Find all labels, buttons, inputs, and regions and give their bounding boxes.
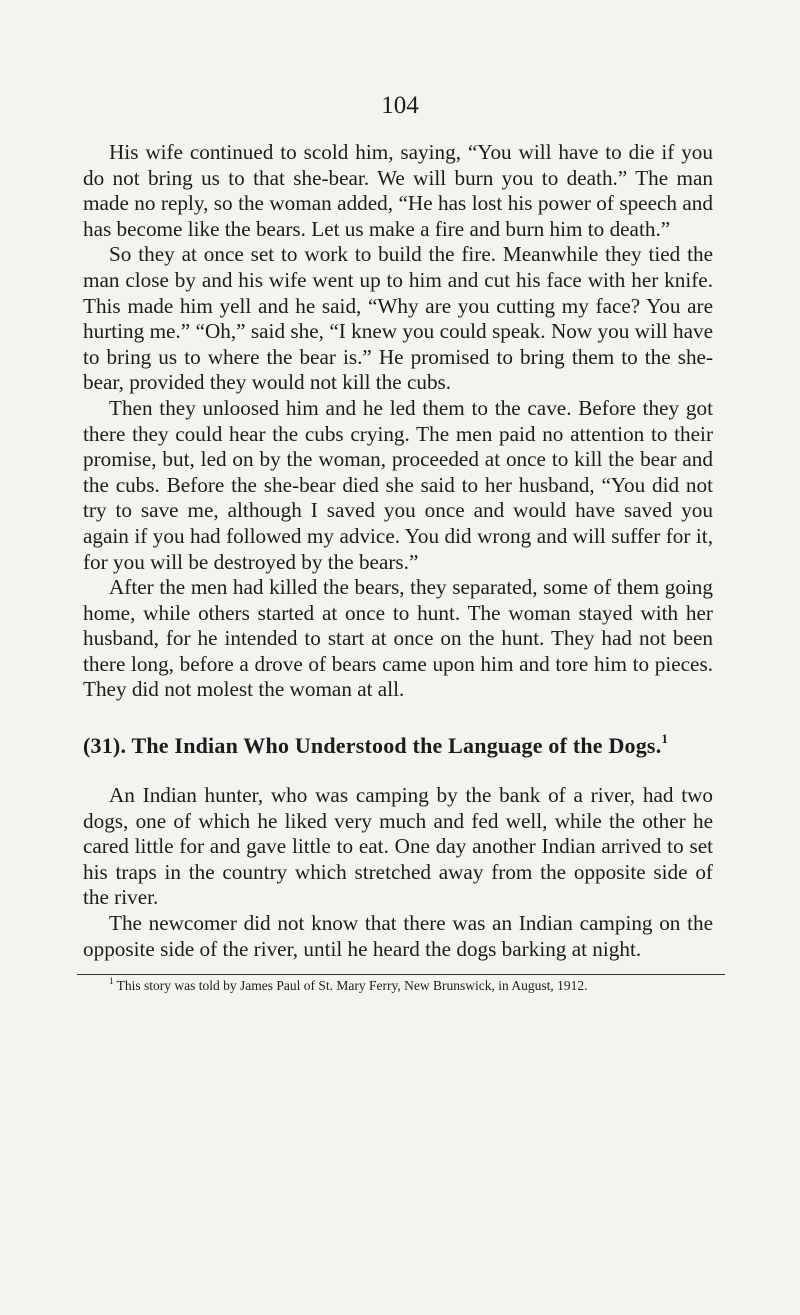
paragraph-3: Then they unloosed him and he led them to the cave. Before they got there they could hear the cubs crying. The men paid no attention to their promise, but, led on by the woman, proceeded at once to kill the bear and the cubs. Before the she-bear died she said to her husband, “You did not try to save me, although I saved you once and would have saved you again if you had followed my advice. You did wrong and will suffer for it, for you will be destroyed by the bears.”: [83, 395, 713, 574]
section-paragraph-2: The newcomer did not know that there was an Indian camping on the opposite side of the river, until he heard the dogs barking at night.: [83, 911, 713, 961]
section-paragraph-1: An Indian hunter, who was camping by the bank of a river, had two dogs, one of which he liked very much and fed well, while the other he cared little for and gave little to eat. One day another Indian arrived to set his traps in the country which stretched away from the opposite side of the river.: [83, 783, 713, 910]
section-title: [83, 730, 713, 759]
footnote-marker: 1: [661, 730, 669, 746]
page-number: 104: [381, 92, 419, 119]
footnote-text: This story was told by James Paul of St. Mary Ferry, New Brunswick, in August, 1912.: [116, 978, 588, 994]
paragraph-1: His wife continued to scold him, saying, “You will have to die if you do not bring us to that she-bear. We will burn you to death.” The man made no reply, so the woman added, “He has lost his power of speech and has become like the bears. Let us make a fire and burn him to death.”: [83, 140, 713, 241]
footnote-number: 1: [109, 975, 114, 986]
page-body: [83, 88, 713, 994]
footnote: [109, 975, 713, 994]
paragraph-4: After the men had killed the bears, they separated, some of them going home, while others started at once to hunt. The woman stayed with her husband, for he intended to start at once on the hunt. They had not been there long, before a drove of bears came upon him and tore him to pieces. They did not molest the woman at all.: [83, 575, 713, 702]
section-title-text: (31). The Indian Who Understood the Language of the Dogs.: [83, 733, 662, 759]
paragraph-2: So they at once set to work to build the fire. Meanwhile they tied the man close by and his wife went up to him and cut his face with her knife. This made him yell and he said, “Why are you cutting my face? You are hurting me.” “Oh,” said she, “I knew you could speak. Now you will have to bring us to where the bear is.” He promised to bring them to the she-bear, provided they would not kill the cubs.: [83, 242, 713, 395]
footnote-divider: [77, 974, 725, 975]
